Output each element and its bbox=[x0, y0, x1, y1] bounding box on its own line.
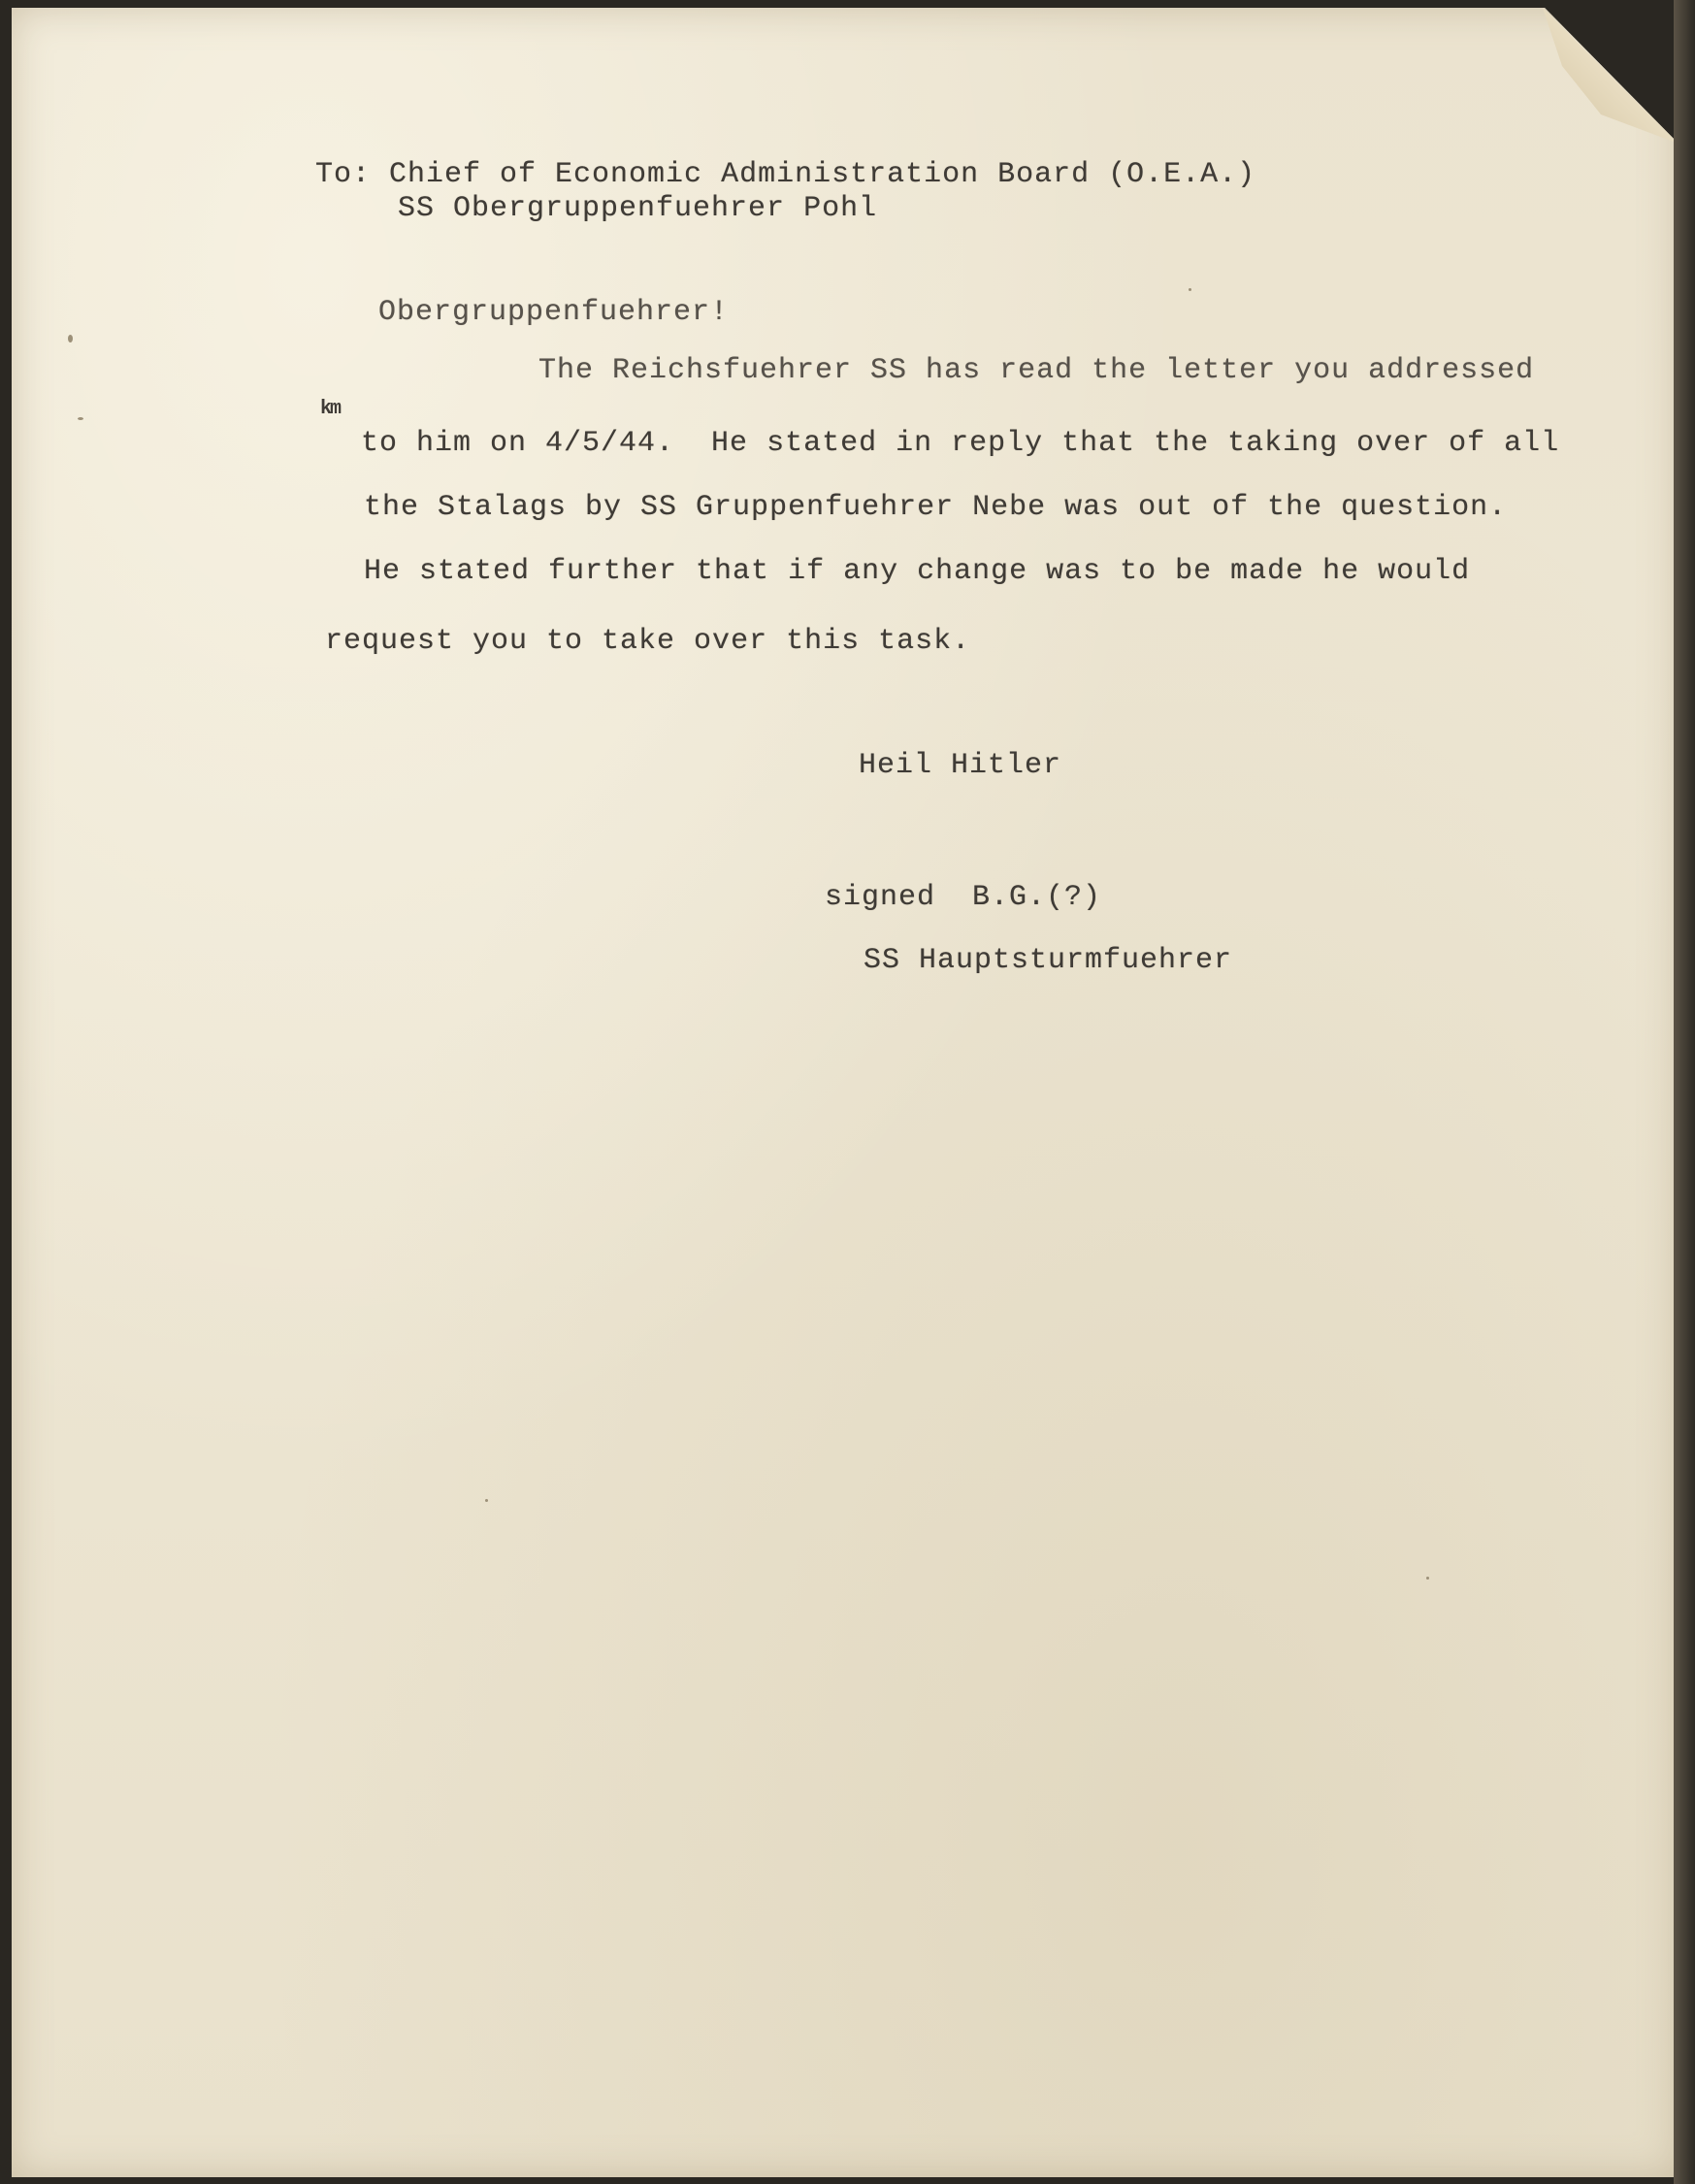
salutation: Obergruppenfuehrer! bbox=[378, 296, 730, 329]
closing: Heil Hitler bbox=[859, 749, 1062, 782]
paper-speck bbox=[1426, 1577, 1429, 1580]
body-line-4: He stated further that if any change was to be made he would bbox=[364, 555, 1471, 588]
recipient-line: To: Chief of Economic Administration Board (O.E.A.) bbox=[315, 158, 1256, 191]
recipient-title: SS Obergruppenfuehrer Pohl bbox=[398, 192, 878, 225]
paper-speck bbox=[1189, 288, 1191, 291]
body-line-3: the Stalags by SS Gruppenfuehrer Nebe was out of the question. bbox=[364, 491, 1508, 524]
scan-edge bbox=[1674, 0, 1695, 2184]
body-line-2: to him on 4/5/44. He stated in reply that the taking over of all bbox=[361, 427, 1560, 460]
body-line-1: The Reichsfuehrer SS has read the letter you addressed bbox=[538, 354, 1535, 387]
body-line-5: request you to take over this task. bbox=[325, 625, 971, 658]
signature-line: signed B.G.(?) bbox=[825, 881, 1102, 914]
typo-mark: km bbox=[320, 398, 341, 420]
paper-sheet bbox=[12, 8, 1679, 2177]
paper-speck bbox=[78, 417, 83, 420]
signer-rank: SS Hauptsturmfuehrer bbox=[864, 944, 1233, 977]
paper-speck bbox=[485, 1499, 488, 1502]
paper-speck bbox=[68, 335, 73, 342]
